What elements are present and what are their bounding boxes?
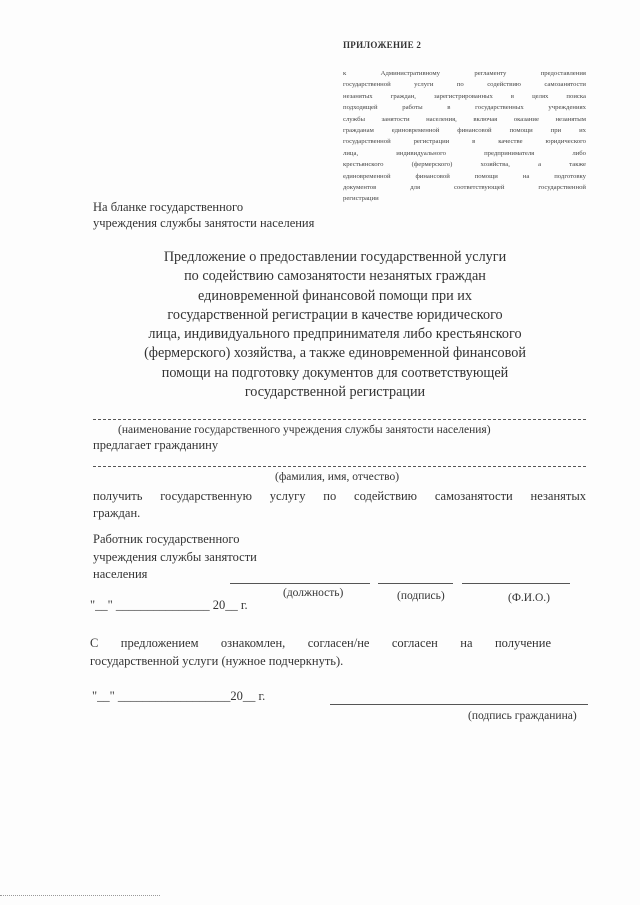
appendix-line: документов для соответствующей государственной — [343, 184, 586, 192]
appendix-line: к Административному регламенту предоставления — [343, 70, 586, 77]
appendix-text — [343, 68, 586, 205]
fio-short-field[interactable] — [462, 583, 570, 584]
appendix-line: лица, индивидуального предпринимателя либо — [343, 149, 586, 157]
agree-text — [90, 636, 551, 651]
fio-caption: (фамилия, имя, отчество) — [275, 471, 400, 483]
signature-field[interactable] — [378, 583, 453, 584]
appendix-line: подходящей работы в государственных учреждениях — [343, 104, 586, 112]
title-line: единовременной финансовой помощи при их — [198, 287, 472, 304]
title-line: лица, индивидуального предпринимателя либо крестьянского — [148, 326, 522, 343]
worker-line2: учреждения службы занятости — [93, 550, 257, 564]
title-line: Предложение о предоставлении государственной услуги — [163, 249, 507, 265]
worker-line1: Работник государственного — [93, 532, 240, 546]
appendix-line: крестьянского (фермерского) хозяйства, а также — [343, 161, 586, 169]
institution-name-field[interactable] — [93, 419, 586, 420]
date-field-2[interactable]: "__" __________________20__ г. — [92, 689, 266, 703]
signature-caption: (подпись) — [397, 590, 445, 602]
receive-line2: граждан. — [93, 506, 141, 520]
citizen-fio-field[interactable] — [93, 466, 586, 467]
title-line: помощи на подготовку документов для соответствующей — [161, 364, 509, 381]
appendix-line: незанятых граждан, зарегистрированных в целях поиска — [343, 92, 586, 100]
appendix-line: единовременной финансовой помощи на подготовку — [343, 172, 586, 180]
title-line: (фермерского) хозяйства, а также единовременной финансовой — [144, 345, 526, 362]
position-field[interactable] — [230, 583, 370, 584]
worker-line3: населения — [93, 567, 148, 581]
institution-caption: (наименование государственного учреждения службы занятости населения) — [118, 424, 491, 436]
title-line: по содействию самозанятости незанятых граждан — [184, 268, 486, 285]
receive-line1: получить государственную услугу по содействию самозанятости незанятых — [93, 489, 586, 503]
document-title — [140, 248, 530, 402]
appendix-line: регистрации — [343, 195, 379, 203]
blank-note-line2: учреждения службы занятости населения — [93, 216, 315, 230]
citizen-signature-caption: (подпись гражданина) — [468, 710, 577, 722]
appendix-line: государственной услуги по содействию самозанятости — [343, 81, 586, 89]
position-caption: (должность) — [283, 587, 344, 599]
title-line: государственной регистрации в качестве юридического — [167, 306, 503, 323]
fio-short-caption: (Ф.И.О.) — [508, 592, 550, 604]
citizen-signature-field[interactable] — [330, 704, 588, 705]
agree-line2: государственной услуги (нужное подчеркнуть). — [90, 654, 344, 668]
footer-divider — [0, 895, 160, 896]
title-line: государственной регистрации — [244, 384, 426, 401]
receive-text — [93, 489, 586, 504]
appendix-title: ПРИЛОЖЕНИЕ 2 — [343, 40, 422, 50]
date-field-1[interactable]: "__" _______________ 20__ г. — [90, 598, 248, 612]
appendix-line: гражданам единовременной финансовой помощи при их — [343, 127, 586, 135]
offers-text: предлагает гражданину — [93, 438, 219, 452]
appendix-line: службы занятости населения, включая оказание незанятым — [343, 115, 586, 123]
agree-line1: С предложением ознакомлен, согласен/не согласен на получение — [90, 636, 551, 650]
blank-note-line1: На бланке государственного — [93, 200, 244, 214]
appendix-line: государственной регистрации в качестве юридического — [343, 138, 586, 146]
